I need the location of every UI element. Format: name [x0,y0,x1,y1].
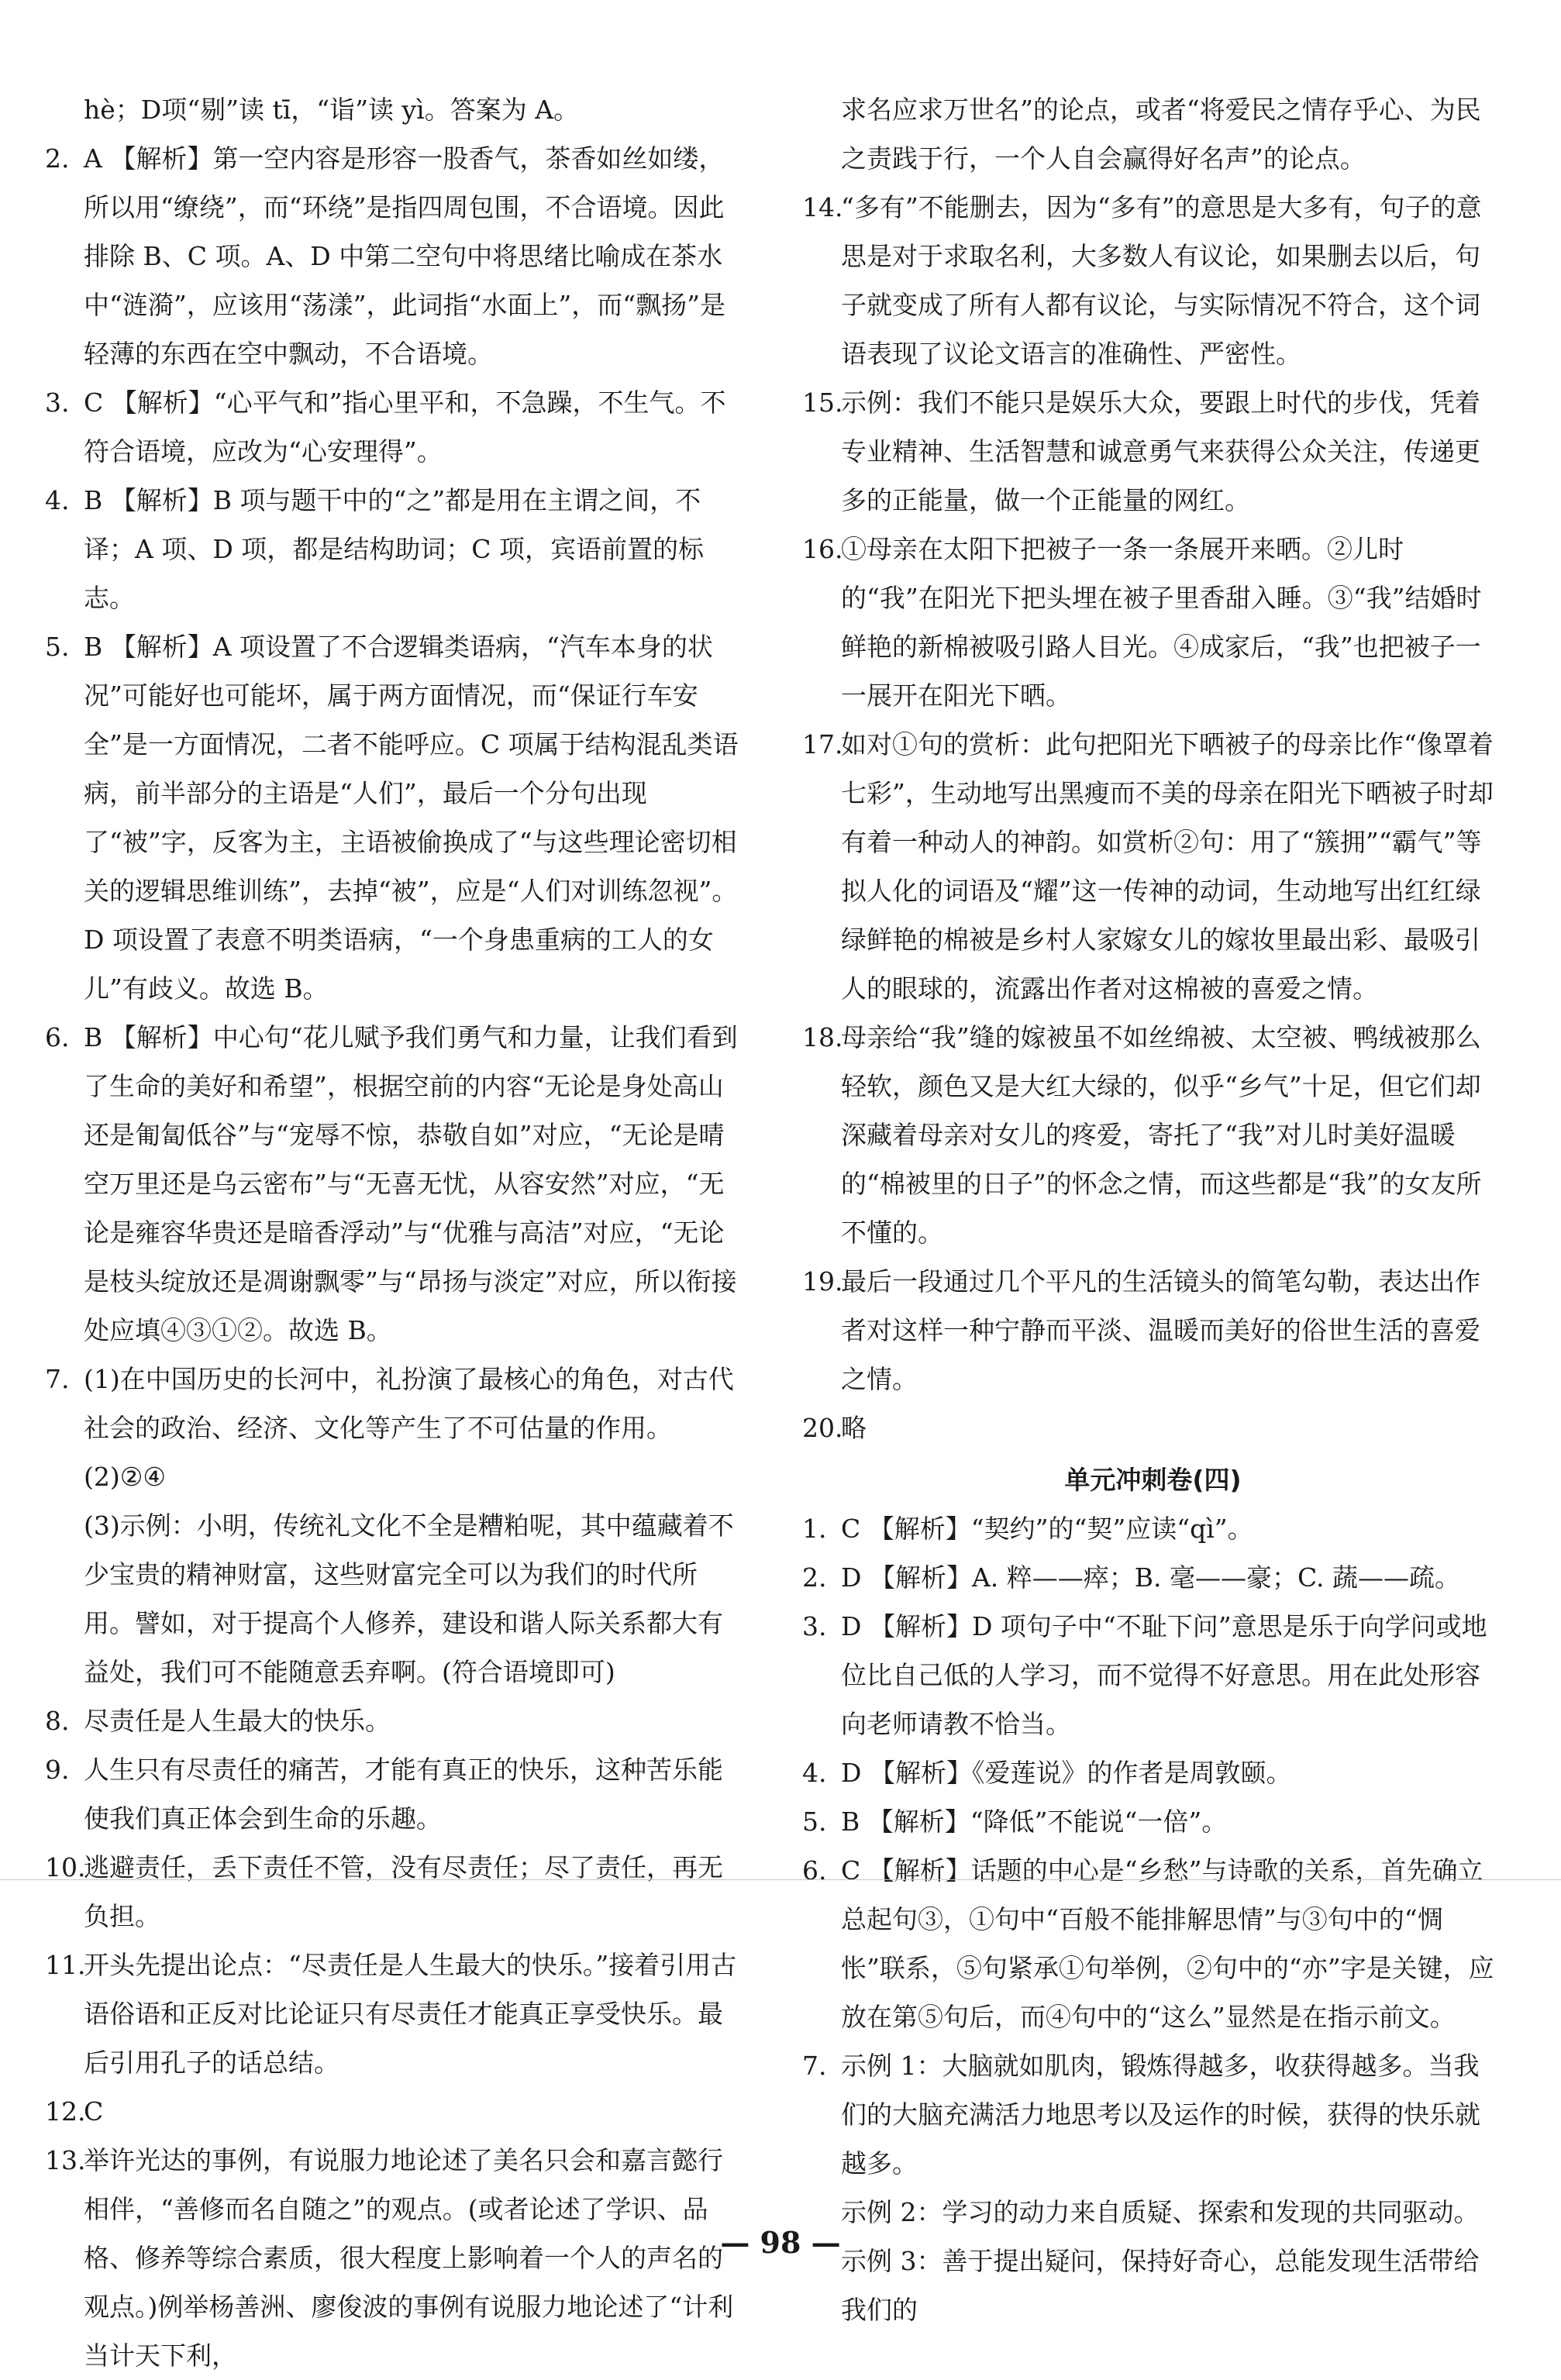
answer-item: 2. D 【解析】A. 粹——瘁；B. 毫——豪；C. 蔬——疏。 [802,1562,1461,1593]
answer-item: 6. B 【解析】中心句“花儿赋予我们勇气和力量，让我们看到了生命的美好和希望”，根据空前的内容“无论是身处高山还是匍匐低谷”与“宠辱不惊，恭敬自如”对应，“无论是晴空万里还是乌云密布”与“无喜无忧，从容安然”对应，“无论是雍容华贵还是暗香浮动”与“优雅与高洁”对应，“无论是枝头绽放还是凋谢飘零”与“昂扬与淡定”对应，所以衔接处应填④③①②。故选 B。 [45,1022,738,1345]
right-column [802,85,1504,2334]
answer-item: (2)②④ [84,1462,166,1492]
answer-item: 13. 举许光达的事例，有说服力地论述了美名只会和嘉言懿行相伴，“善修而名自随之”的观点。(或者论述了学识、品格、修养等综合素质，很大程度上影响着一个人的声名的观点。)例举杨善洲、廖俊波的事例有说服力地论述了“计利当计天下利， [45,2145,734,2371]
answer-item: 7. (1)在中国历史的长河中，礼扮演了最核心的角色，对古代社会的政治、经济、文化等产生了不可估量的作用。 [45,1364,734,1443]
section-title: 单元冲刺卷(四) [1064,1465,1242,1495]
answer-item: 11. 开头先提出论点：“尽责任是人生最大的快乐。”接着引用古语俗语和正反对比论证只有尽责任才能真正享受快乐。最后引用孔子的话总结。 [45,1950,737,2078]
page-number: — 98 — [720,2225,841,2260]
answer-item: 6. C 【解析】话题的中心是“乡愁”与诗歌的关系，首先确立总起句③，①句中“百般不能排解思情”与③句中的“惆怅”联系，⑤句紧承①句举例，②句中的“亦”字是关键，应放在第⑤句后，而④句中的“这么”显然是在指示前文。 [802,1855,1494,2032]
left-column [45,85,743,2380]
answer-item: 14. “多有”不能删去，因为“多有”的意思是大多有，句子的意思是对于求取名利，大多数人有议论，如果删去以后，句子就变成了所有人都有议论，与实际情况不符合，这个词语表现了议论文语言的准确性、严密性。 [802,192,1482,369]
answer-item: 5. B 【解析】“降低”不能说“一倍”。 [802,1807,1228,1837]
answer-item: 求名应求万世名”的论点，或者“将爱民之情存乎心、为民之责践于行，一个人自会赢得好名声”的论点。 [841,95,1481,174]
answer-item: 10. 逃避责任，丢下责任不管，没有尽责任；尽了责任，再无负担。 [45,1852,723,1931]
answer-item: 4. D 【解析】《爱莲说》的作者是周敦颐。 [802,1758,1292,1788]
answer-item: 示例 2：学习的动力来自质疑、探索和发现的共同驱动。 [841,2197,1480,2227]
answer-item: 15. 示例：我们不能只是娱乐大众，要跟上时代的步伐，凭着专业精神、生活智慧和诚意勇气来获得公众关注，传递更多的正能量，做一个正能量的网红。 [802,387,1480,515]
answer-item: 16. ①母亲在太阳下把被子一条一条展开来晒。②儿时的“我”在阳光下把头埋在被子里香甜入睡。③“我”结婚时鲜艳的新棉被吸引路人目光。④成家后，“我”也把被子一一展开在阳光下晒。 [802,534,1482,711]
answer-item: 20. 略 [802,1413,867,1443]
answer-item: 5. B 【解析】A 项设置了不合逻辑类语病，“汽车本身的状况”可能好也可能坏，属于两方面情况，而“保证行车安全”是一方面情况，二者不能呼应。C 项属于结构混乱类语病，前半部分的主语是“人们”，最后一个分句出现了“被”字，反客为主，主语被偷换成了“与这些理论密切相关的逻辑思维训练”，去掉“被”，应是“人们对训练忽视”。D 项设置了表意不明类语病，“一个身患重病的工人的女儿”有歧义。故选 B。 [45,632,739,1004]
answer-item: 12. C [45,2096,104,2127]
answer-item: 9. 人生只有尽责任的痛苦，才能有真正的快乐，这种苦乐能使我们真正体会到生命的乐趣。 [45,1755,723,1834]
answer-item: 19. 最后一段通过几个平凡的生活镜头的简笔勾勒，表达出作者对这样一种宁静而平淡、温暖而美好的俗世生活的喜爱之情。 [802,1266,1480,1394]
answer-item: 18. 母亲给“我”缝的嫁被虽不如丝绵被、太空被、鸭绒被那么轻软，颜色又是大红大绿的，似乎“乡气”十足，但它们却深藏着母亲对女儿的疼爱，寄托了“我”对儿时美好温暖的“棉被里的日子”的怀念之情，而这些都是“我”的女友所不懂的。 [802,1022,1482,1248]
answer-item: 8. 尽责任是人生最大的快乐。 [45,1706,391,1736]
answer-item: hè；D项“剔”读 tī，“诣”读 yì。答案为 A。 [84,95,580,125]
answer-item: 7. 示例 1：大脑就如肌肉，锻炼得越多，收获得越多。当我们的大脑充满活力地思考以及运作的时候，获得的快乐就越多。 [802,2051,1480,2179]
answer-item: 3. D 【解析】D 项句子中“不耻下问”意思是乐于向学问或地位比自己低的人学习，而不觉得不好意思。用在此处形容向老师请教不恰当。 [802,1611,1487,1739]
answer-item: 示例 3：善于提出疑问，保持好奇心，总能发现生活带给我们的 [841,2246,1480,2325]
answer-item: 17. 如对①句的赏析：此句把阳光下晒被子的母亲比作“像罩着七彩”，生动地写出黑瘦而不美的母亲在阳光下晒被子时却有着一种动人的神韵。如赏析②句：用了“簇拥”“霸气”等拟人化的词语及“耀”这一传神的动词，生动地写出红红绿绿鲜艳的棉被是乡村人家嫁女儿的嫁妆里最出彩、最吸引人的眼球的，流露出作者对这棉被的喜爱之情。 [802,729,1494,1004]
fold-line [0,1879,1561,1880]
answer-item: 2. A 【解析】第一空内容是形容一股香气，茶香如丝如缕，所以用“缭绕”，而“环绕”是指四周包围，不合语境。因此排除 B、C 项。A、D 中第二空句中将思绪比喻成在茶水中“涟漪”，应该用“荡漾”，此词指“水面上”，而“飘扬”是轻薄的东西在空中飘动，不合语境。 [45,143,725,369]
answer-item: 4. B 【解析】B 项与题干中的“之”都是用在主谓之间，不译；A 项、D 项，都是结构助词；C 项，宾语前置的标志。 [45,485,705,613]
answer-item: 1. C 【解析】“契约”的“契”应读“qì”。 [802,1514,1253,1544]
answer-item: (3)示例：小明，传统礼文化不全是糟粕呢，其中蕴藏着不少宝贵的精神财富，这些财富完全可以为我们的时代所用。譬如，对于提高个人修养，建设和谐人际关系都大有益处，我们可不能随意丢弃啊。(符合语境即可) [84,1510,734,1687]
answer-item: 3. C 【解析】“心平气和”指心里平和，不急躁，不生气。不符合语境，应改为“心安理得”。 [45,387,726,467]
